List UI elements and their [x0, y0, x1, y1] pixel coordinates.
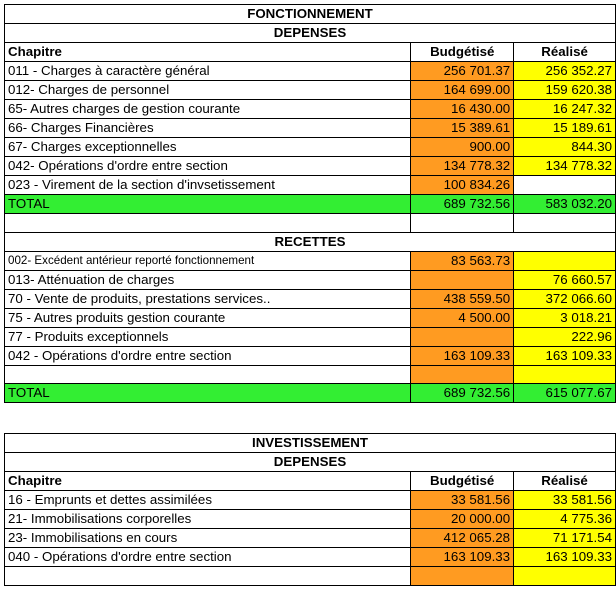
total-realise: 615 077.67 — [514, 384, 616, 403]
blank-row — [5, 567, 616, 586]
row-realise: 159 620.38 — [514, 81, 616, 100]
row-budgetise: 134 778.32 — [411, 157, 514, 176]
row-realise: 15 189.61 — [514, 119, 616, 138]
header-budgetise: Budgétisé — [411, 472, 514, 491]
row-budgetise — [411, 270, 514, 289]
row-label: 67- Charges exceptionnelles — [5, 138, 411, 157]
row-budgetise: 164 699.00 — [411, 81, 514, 100]
row-realise: 222.96 — [514, 327, 616, 346]
row-budgetise: 438 559.50 — [411, 289, 514, 308]
table-row — [5, 346, 616, 365]
row-label: 16 - Emprunts et dettes assimilées — [5, 491, 411, 510]
blank-row — [5, 214, 616, 233]
row-budgetise: 163 109.33 — [411, 548, 514, 567]
header-row — [5, 472, 616, 491]
row-realise: 71 171.54 — [514, 529, 616, 548]
row-label: 23- Immobilisations en cours — [5, 529, 411, 548]
row-label: 040 - Opérations d'ordre entre section — [5, 548, 411, 567]
investissement-table — [4, 433, 616, 586]
total-row — [5, 195, 616, 214]
row-realise — [514, 251, 616, 270]
fonctionnement-table — [4, 4, 616, 403]
header-realise: Réalisé — [514, 472, 616, 491]
total-label: TOTAL — [5, 384, 411, 403]
row-budgetise: 900.00 — [411, 138, 514, 157]
row-label: 66- Charges Financières — [5, 119, 411, 138]
row-budgetise: 163 109.33 — [411, 346, 514, 365]
row-realise: 844.30 — [514, 138, 616, 157]
row-realise: 372 066.60 — [514, 289, 616, 308]
total-label: TOTAL — [5, 195, 411, 214]
row-label: 002- Excédent antérieur reporté fonctionnement — [5, 251, 411, 270]
table-row — [5, 491, 616, 510]
table-row — [5, 529, 616, 548]
row-realise — [514, 176, 616, 195]
total-budgetise: 689 732.56 — [411, 384, 514, 403]
row-budgetise: 100 834.26 — [411, 176, 514, 195]
row-realise: 4 775.36 — [514, 510, 616, 529]
section-title: INVESTISSEMENT — [5, 434, 616, 453]
row-label: 042- Opérations d'ordre entre section — [5, 157, 411, 176]
table-row — [5, 308, 616, 327]
row-realise: 16 247.32 — [514, 100, 616, 119]
table-row — [5, 100, 616, 119]
section-title: FONCTIONNEMENT — [5, 5, 616, 24]
row-label: 042 - Opérations d'ordre entre section — [5, 346, 411, 365]
table-row — [5, 119, 616, 138]
table-row — [5, 289, 616, 308]
table-row — [5, 327, 616, 346]
subsection-title: DEPENSES — [5, 453, 616, 472]
row-budgetise: 20 000.00 — [411, 510, 514, 529]
row-realise: 76 660.57 — [514, 270, 616, 289]
row-label: 011 - Charges à caractère général — [5, 62, 411, 81]
row-label: 21- Immobilisations corporelles — [5, 510, 411, 529]
blank-row — [5, 365, 616, 384]
total-row — [5, 384, 616, 403]
table-row — [5, 510, 616, 529]
row-budgetise: 256 701.37 — [411, 62, 514, 81]
row-label: 70 - Vente de produits, prestations services.. — [5, 289, 411, 308]
header-row — [5, 43, 616, 62]
row-realise: 134 778.32 — [514, 157, 616, 176]
row-realise: 33 581.56 — [514, 491, 616, 510]
table-row — [5, 62, 616, 81]
row-label: 65- Autres charges de gestion courante — [5, 100, 411, 119]
table-row — [5, 157, 616, 176]
row-label: 012- Charges de personnel — [5, 81, 411, 100]
row-budgetise: 412 065.28 — [411, 529, 514, 548]
table-row — [5, 176, 616, 195]
table-row — [5, 81, 616, 100]
row-realise: 163 109.33 — [514, 346, 616, 365]
total-budgetise: 689 732.56 — [411, 195, 514, 214]
row-budgetise: 4 500.00 — [411, 308, 514, 327]
table-row — [5, 138, 616, 157]
row-realise: 3 018.21 — [514, 308, 616, 327]
row-label: 023 - Virement de la section d'invsetissement — [5, 176, 411, 195]
header-budgetise: Budgétisé — [411, 43, 514, 62]
table-row — [5, 270, 616, 289]
header-chapitre: Chapitre — [5, 43, 411, 62]
row-budgetise — [411, 327, 514, 346]
row-label: 75 - Autres produits gestion courante — [5, 308, 411, 327]
row-budgetise: 83 563.73 — [411, 251, 514, 270]
row-label: 013- Atténuation de charges — [5, 270, 411, 289]
row-realise: 256 352.27 — [514, 62, 616, 81]
row-budgetise: 15 389.61 — [411, 119, 514, 138]
row-realise: 163 109.33 — [514, 548, 616, 567]
total-realise: 583 032.20 — [514, 195, 616, 214]
row-budgetise: 16 430.00 — [411, 100, 514, 119]
subsection-title: DEPENSES — [5, 24, 616, 43]
table-row — [5, 548, 616, 567]
header-chapitre: Chapitre — [5, 472, 411, 491]
table-row — [5, 251, 616, 270]
row-budgetise: 33 581.56 — [411, 491, 514, 510]
row-label: 77 - Produits exceptionnels — [5, 327, 411, 346]
subsection-title: RECETTES — [5, 232, 616, 251]
header-realise: Réalisé — [514, 43, 616, 62]
